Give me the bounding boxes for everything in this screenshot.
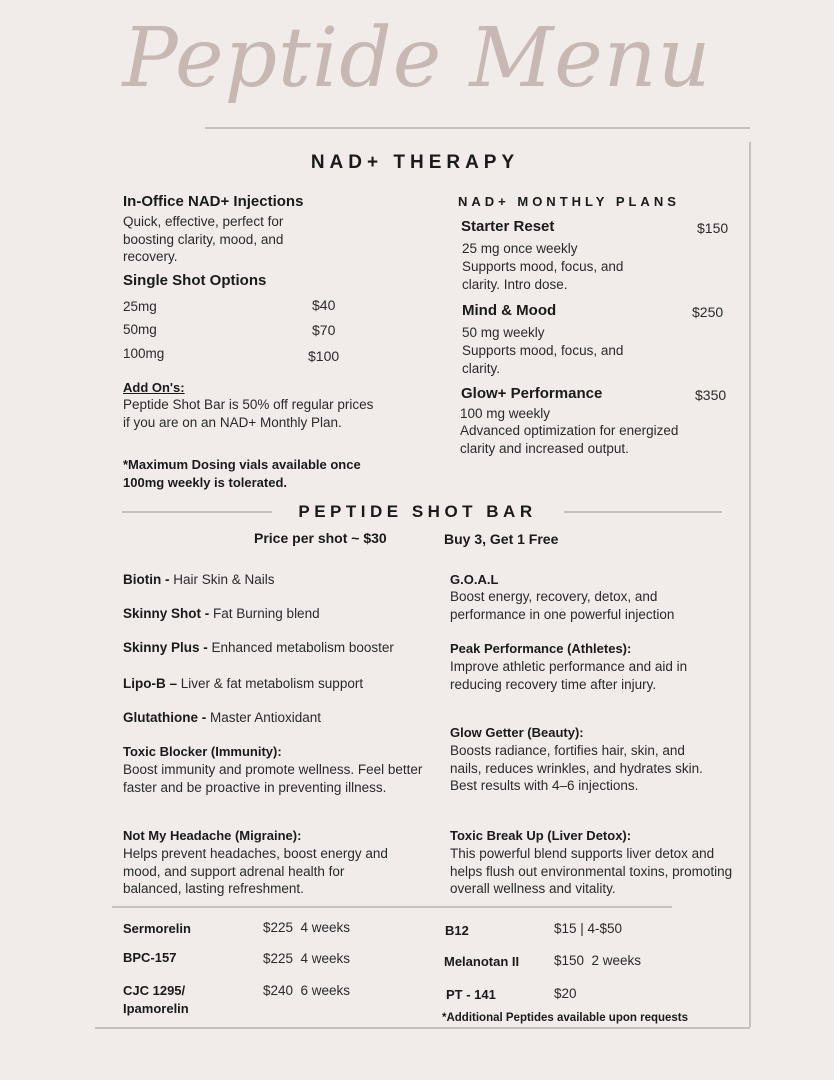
shot-glutathione: Glutathione - Master Antioxidant: [123, 710, 322, 725]
melanotan-name: Melanotan II: [444, 954, 520, 969]
sermorelin-name: Sermorelin: [123, 921, 191, 936]
sermorelin-price: $225 4 weeks: [263, 920, 351, 935]
plan-starter-desc: Supports mood, focus, and clarity. Intro dose.: [462, 259, 624, 292]
shotbar-price: Price per shot ~ $30: [254, 530, 387, 546]
nad-heading: NAD+ THERAPY: [310, 152, 520, 173]
melanotan-price: $150 2 weeks: [554, 953, 642, 968]
additional-note: *Additional Peptides available upon requests: [442, 1012, 689, 1024]
cjc-price: $240 6 weeks: [263, 983, 351, 998]
plan-glow-price: $350: [695, 387, 727, 403]
plan-glow-name: Glow+ Performance: [461, 385, 603, 402]
headache-title: Not My Headache (Migraine):: [123, 828, 302, 843]
liver-desc: This powerful blend supports liver detox and helps flush out environmental toxins, promoting overall wellness and vitality.: [450, 846, 733, 896]
shot-skinny-plus: Skinny Plus - Enhanced metabolism booster: [123, 640, 394, 655]
monthly-heading: NAD+ MONTHLY PLANS: [458, 194, 680, 209]
title-underline: [205, 127, 750, 129]
max-dosing-note: *Maximum Dosing vials available once 100mg weekly is tolerated.: [123, 457, 361, 490]
shot-price-50: $70: [312, 322, 336, 338]
addons-desc: Peptide Shot Bar is 50% off regular prices if you are on an NAD+ Monthly Plan.: [123, 397, 374, 430]
page-title: Peptide Menu: [122, 11, 712, 106]
bpc-price: $225 4 weeks: [263, 951, 351, 966]
pt141-price: $20: [554, 986, 577, 1001]
inoffice-title: In-Office NAD+ Injections: [123, 193, 304, 210]
plan-mind-price: $250: [692, 304, 724, 320]
headache-desc: Helps prevent headaches, boost energy and mood, and support adrenal health for balanced, lasting refreshment.: [123, 846, 388, 896]
bottom-rule-top: [112, 906, 672, 908]
pt141-name: PT - 141: [446, 987, 496, 1002]
plan-mind-name: Mind & Mood: [462, 302, 557, 319]
plan-glow-dose: 100 mg weekly: [460, 406, 551, 421]
cjc-name: CJC 1295/ Ipamorelin: [123, 983, 189, 1016]
inoffice-desc: Quick, effective, perfect for boosting clarity, mood, and recovery.: [123, 214, 284, 264]
shot-skinny: Skinny Shot - Fat Burning blend: [123, 606, 320, 621]
plan-glow-desc: Advanced optimization for energized clarity and increased output.: [460, 423, 679, 456]
plan-mind-desc: Supports mood, focus, and clarity.: [462, 343, 624, 376]
peak-desc: Improve athletic performance and aid in reducing recovery time after injury.: [450, 659, 688, 692]
single-shot-title: Single Shot Options: [123, 272, 267, 289]
b12-price: $15 | 4-$50: [554, 921, 623, 936]
goal-desc: Boost energy, recovery, detox, and performance in one powerful injection: [450, 589, 675, 622]
peak-title: Peak Performance (Athletes):: [450, 641, 632, 656]
addons-title: Add On's:: [123, 380, 185, 395]
b12-name: B12: [445, 923, 469, 938]
shotbar-rule-left: [122, 511, 272, 513]
liver-title: Toxic Break Up (Liver Detox):: [450, 828, 632, 843]
bottom-rule: [95, 1027, 750, 1029]
shotbar-heading: PEPTIDE SHOT BAR: [298, 502, 537, 521]
plan-starter-price: $150: [697, 220, 729, 236]
toxic-blocker-desc: Boost immunity and promote wellness. Feel better faster and be proactive in preventing illness.: [123, 762, 423, 795]
plan-starter-name: Starter Reset: [461, 218, 555, 235]
toxic-blocker-title: Toxic Blocker (Immunity):: [123, 744, 282, 759]
goal-title: G.O.A.L: [450, 572, 499, 587]
shot-dose-100: 100mg: [123, 346, 165, 361]
shot-dose-50: 50mg: [123, 322, 157, 337]
right-border: [749, 142, 751, 1027]
shot-price-25: $40: [312, 297, 336, 313]
plan-mind-dose: 50 mg weekly: [462, 325, 545, 340]
shot-biotin: Biotin - Hair Skin & Nails: [123, 572, 275, 587]
shot-lipo-b: Lipo-B – Liver & fat metabolism support: [123, 676, 364, 691]
shotbar-rule-right: [564, 511, 722, 513]
glow-getter-desc: Boosts radiance, fortifies hair, skin, and nails, reduces wrinkles, and hydrates skin. Best results with 4–6 injections.: [450, 743, 703, 793]
bpc-name: BPC-157: [123, 950, 177, 965]
glow-getter-title: Glow Getter (Beauty):: [450, 725, 584, 740]
shot-price-100: $100: [308, 348, 340, 364]
shot-dose-25: 25mg: [123, 299, 157, 314]
shotbar-promo: Buy 3, Get 1 Free: [444, 531, 559, 547]
plan-starter-dose: 25 mg once weekly: [462, 241, 578, 256]
